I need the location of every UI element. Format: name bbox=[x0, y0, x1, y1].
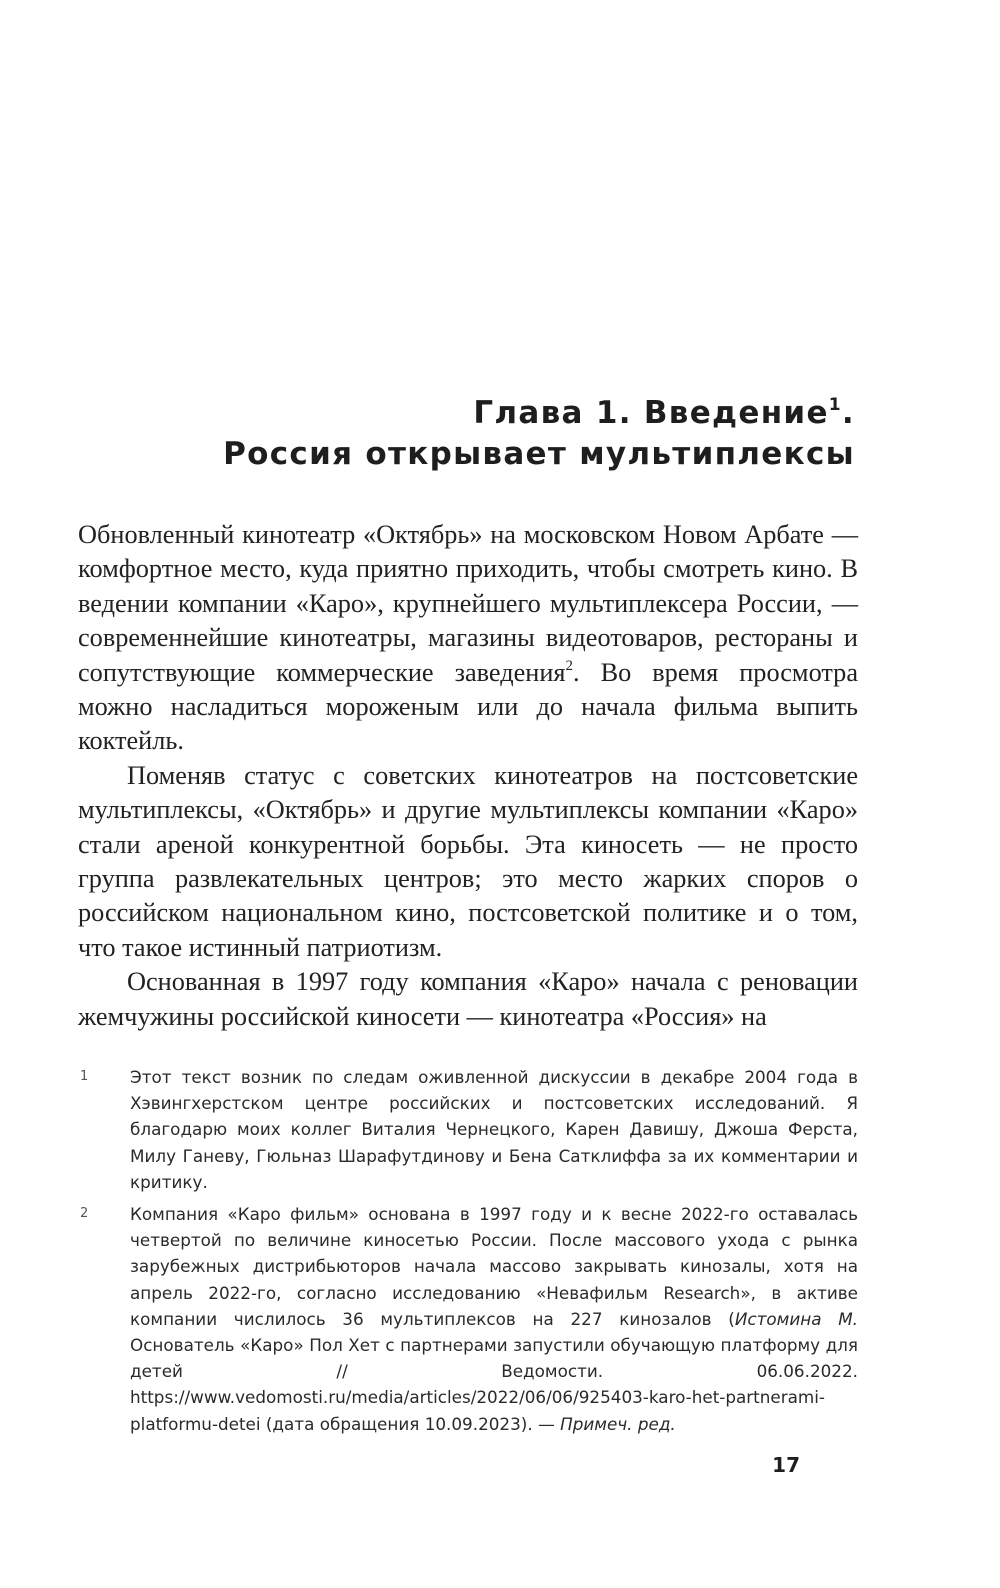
footnote-number: 1 bbox=[80, 1069, 89, 1084]
footnote-editor-note: Примеч. ред. bbox=[560, 1413, 676, 1434]
paragraph-1-text-b: . Во время просмотра можно насладиться мороженым или до начала фильма выпить коктейль. bbox=[78, 657, 858, 756]
paragraph-3: Основанная в 1997 году компания «Каро» начала с реновации жемчужины российской киносети — кинотеатра «Россия» на bbox=[78, 967, 858, 1031]
footnote-1 bbox=[80, 1064, 858, 1195]
body-text bbox=[78, 518, 858, 1034]
footnote-2 bbox=[80, 1201, 858, 1437]
page-number: 17 bbox=[772, 1453, 800, 1477]
paragraph-1-text-a: Обновленный кинотеатр «Октябрь» на московском Новом Арбате — комфортное место, куда приятно приходить, чтобы смотреть кино. В ведении компании «Каро», крупнейшего мультиплексера России, — современнейшие кинотеатры, магазины видеотоваров, рестораны и сопутствующие коммерческие заведения bbox=[78, 520, 858, 687]
chapter-title bbox=[223, 393, 855, 475]
chapter-title-text: Глава 1. Введение bbox=[473, 395, 829, 431]
footnote-ref-2[interactable]: 2 bbox=[565, 657, 574, 674]
footnote-ref-1[interactable]: 1 bbox=[828, 395, 842, 415]
paragraph-1 bbox=[78, 518, 858, 759]
chapter-title-line-2: Россия открывает мультиплексы bbox=[223, 436, 855, 472]
footnote-number: 2 bbox=[80, 1206, 89, 1222]
footnote-text: Этот текст возник по следам оживленной дискуссии в декабре 2004 года в Хэвингхерстском центре российских и постсоветских исследований. Я благодарю моих коллег Виталия Чернецкого, Карен Давишу, Джоша Ферста, Милу Ганеву, Гюльназ Шарафутдинову и Бена Сатклиффа за их комментарии и критику. bbox=[130, 1067, 858, 1192]
footnote-text-b: Основатель «Каро» Пол Хет с партнерами запустили обучающую платформу для детей // Ведомости. 06.06.2022. https://www.vedomosti.ru/media/articles/2022/06/06/925403-karo-het-partnerami-platformu-detei (дата обращения 10.09.2023). — bbox=[130, 1335, 858, 1434]
footnote-author: Истомина М. bbox=[734, 1308, 859, 1329]
chapter-title-line-1 bbox=[223, 393, 855, 434]
paragraph-2: Поменяв статус с советских кинотеатров на постсоветские мультиплексы, «Октябрь» и другие мультиплексы компании «Каро» стали ареной конкурентной борьбы. Эта киносеть — не просто группа развлекательных центров; это место жарких споров о российском национальном кино, постсоветской политике и о том, что такое истинный патриотизм. bbox=[78, 760, 858, 962]
footnote-text-a: Компания «Каро фильм» основана в 1997 году и к весне 2022-го оставалась четвертой по величине киносетью России. После массового ухода с рынка зарубежных дистрибьюторов начала массово закрывать кинозалы, хотя на апрель 2022-го, согласно исследованию «Невафильм Research», в активе компании числилось 36 мультиплексов на 227 кинозалов ( bbox=[130, 1204, 858, 1329]
footnote-text bbox=[130, 1201, 858, 1437]
chapter-title-dot: . bbox=[841, 395, 855, 431]
footnotes bbox=[80, 1064, 858, 1443]
